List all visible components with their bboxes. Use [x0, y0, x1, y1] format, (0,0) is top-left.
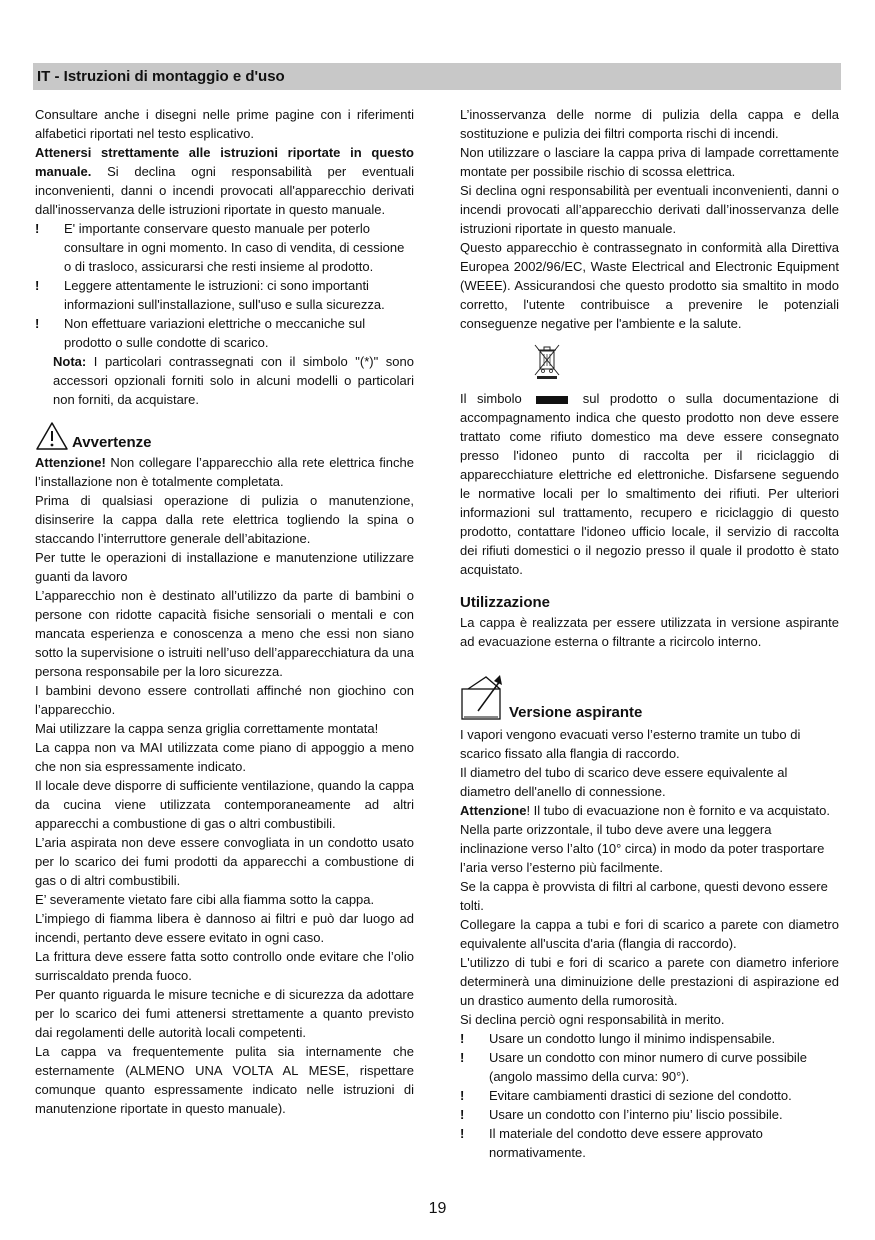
intro-paragraph: Consultare anche i disegni nelle prime pagine con i riferimenti alfabetici riportati nel testo esplicativo.: [35, 107, 414, 141]
paragraph: Per quanto riguarda le misure tecniche e di sicurezza da adottare per lo scarico dei fumi attenersi strettamente a quanto previsto dai regolamenti delle autorità locali competenti.: [35, 987, 414, 1040]
paragraph: Questo apparecchio è contrassegnato in conformità alla Direttiva Europea 2002/96/EC, Waste Electrical and Electronic Equipment (WEEE). Assicurandosi che questo prodotto sia smaltito in modo corretto, l'utente contribuisce a prevenire le potenziali conseguenze negative per l'ambiente e la salute.: [460, 240, 839, 331]
versione-title: Versione aspirante: [509, 704, 643, 721]
bullet-text: Usare un condotto con minor numero di curve possibile (angolo massimo della curva: 90°).: [489, 1050, 807, 1084]
utilizzazione-title: Utilizzazione: [460, 594, 551, 611]
paragraph: I vapori vengono evacuati verso l’esterno tramite un tubo di scarico fissato alla flangia di raccordo.: [460, 727, 801, 761]
bullet-text: Leggere attentamente le istruzioni: ci sono importanti informazioni sull'installazione, sull'uso e sulla sicurezza.: [64, 278, 385, 312]
nota-paragraph: [35, 352, 414, 409]
weee-symbol: [460, 339, 839, 389]
simbolo-paragraph: [460, 389, 839, 579]
paragraph: Mai utilizzare la cappa senza griglia correttamente montata!: [35, 721, 379, 736]
warning-triangle-icon: [35, 421, 69, 451]
paragraph: L’aria aspirata non deve essere convogliata in un condotto usato per lo scarico dei fumi prodotti da apparecchi a combustione di gas o di altri combustibili.: [35, 835, 414, 888]
paragraph: Il locale deve disporre di sufficiente ventilazione, quando la cappa da cucina viene utilizzata contemporaneamente ad altri apparecchi a combustione di gas o altri combustibili.: [35, 778, 414, 831]
paragraph: La cappa va frequentemente pulita sia internamente che esternamente (ALMENO UNA VOLTA AL MESE, rispettare comunque quanto espressamente indicato nelle istruzioni di manutenzione riportate in questo manuale).: [35, 1044, 414, 1116]
attenzione-paragraph: [460, 801, 839, 820]
paragraph: L’inosservanza delle norme di pulizia della cappa e della sostituzione e pulizia dei filtri comporta rischi di incendi.: [460, 107, 839, 141]
exclamation-icon: !: [460, 1088, 465, 1103]
attenersi-paragraph: [35, 143, 414, 219]
paragraph: Prima di qualsiasi operazione di pulizia o manutenzione, disinserire la cappa dalla rete elettrica togliendo la spina o staccando l’interruttore generale dell’abitazione.: [35, 493, 414, 546]
attenzione-label: Attenzione: [460, 803, 527, 818]
paragraph: Collegare la cappa a tubi e fori di scarico a parete con diametro equivalente all'uscita d'aria (flangia di raccordo).: [460, 917, 839, 951]
bullet-text: Non effettuare variazioni elettriche o meccaniche sul prodotto o sulle condotte di scarico.: [64, 316, 366, 350]
utilizzazione-text: La cappa è realizzata per essere utilizzata in versione aspirante ad evacuazione esterna o filtrante a ricircolo interno.: [460, 615, 839, 649]
paragraph: L’impiego di fiamma libera è dannoso ai filtri e può dar luogo ad incendi, pertanto deve essere evitato in ogni caso.: [35, 911, 414, 945]
exclamation-icon: !: [460, 1107, 465, 1122]
list-item: [35, 314, 414, 352]
exclamation-icon: !: [460, 1126, 465, 1141]
avvertenze-heading: [35, 421, 414, 453]
exclamation-icon: !: [460, 1031, 465, 1046]
nota-text: I particolari contrassegnati con il simbolo "(*)" sono accessori opzionali forniti solo in alcuni modelli o particolari non forniti, da acquistare.: [53, 354, 414, 407]
paragraph: I bambini devono essere controllati affinché non giochino con l’apparecchio.: [35, 683, 414, 717]
simbolo-start: Il simbolo: [460, 391, 522, 406]
exclamation-icon: !: [35, 221, 40, 236]
section-title-bar: [33, 63, 841, 90]
right-column: [460, 105, 839, 1162]
attenersi-bold: Attenersi strettamente alle istruzioni riportate in questo manuale.: [35, 145, 414, 179]
paragraph: Si declina ogni responsabilità per eventuali inconvenienti, danni o incendi provocati all’apparecchio derivati dall’inosservanza delle istruzioni riportate in questo manuale.: [460, 183, 839, 236]
paragraph: La cappa non va MAI utilizzata come piano di appoggio a meno che non sia espressamente indicato.: [35, 740, 414, 774]
attenzione-text: Non collegare l’apparecchio alla rete elettrica finche l’installazione non è totalmente completata.: [35, 455, 414, 489]
ducted-hood-icon: [460, 671, 506, 723]
nota-label: Nota:: [53, 354, 87, 369]
list-item: [460, 1124, 839, 1162]
paragraph: Se la cappa è provvista di filtri al carbone, questi devono essere tolti.: [460, 879, 828, 913]
list-item: [460, 1105, 839, 1124]
crossed-bin-icon: [532, 342, 562, 380]
attenzione-text: ! Il tubo di evacuazione non è fornito e va acquistato.: [526, 803, 830, 818]
left-column: [35, 105, 414, 1118]
list-item: [35, 276, 414, 314]
paragraph: E’ severamente vietato fare cibi alla fiamma sotto la cappa.: [35, 892, 375, 907]
simbolo-text: sul prodotto o sulla documentazione di accompagnamento indica che questo prodotto non deve essere trattato come rifiuto domestico ma deve essere consegnato presso l'idoneo punto di raccolta per il riciclaggio di apparecchiature elettriche ed elettroniche. Disfarsene seguendo le normative locali per lo smaltimento dei rifiuti. Per ulteriori informazioni sul trattamento, recupero e riciclaggio di questo prodotto, contattare l'idoneo ufficio locale, il servizio di raccolta dei rifiuti domestici o il negozio presso il quale il prodotto è stato acquistato.: [460, 391, 839, 577]
black-bar-symbol: [536, 396, 568, 404]
paragraph: Nella parte orizzontale, il tubo deve avere una leggera inclinazione verso l’alto (10° circa) in modo da poter trasportare l’aria verso l’esterno più facilmente.: [460, 822, 825, 875]
paragraph: Il diametro del tubo di scarico deve essere equivalente al diametro dell'anello di connessione.: [460, 765, 788, 799]
attenersi-text: Si declina ogni responsabilità per eventuali inconvenienti, danni o incendi provocati all'apparecchio derivati dall'inosservanza delle istruzioni riportate in questo manuale.: [35, 164, 414, 217]
avvertenze-title: Avvertenze: [72, 434, 152, 451]
bullet-text: E' importante conservare questo manuale per poterlo consultare in ogni momento. In caso di vendita, di cessione o di trasloco, assicurarsi che resti insieme al prodotto.: [64, 221, 405, 274]
exclamation-icon: !: [460, 1050, 465, 1065]
bullet-text: Il materiale del condotto deve essere approvato normativamente.: [489, 1126, 763, 1160]
paragraph: Per tutte le operazioni di installazione e manutenzione utilizzare guanti da lavoro: [35, 550, 414, 584]
list-item: [460, 1086, 839, 1105]
paragraph: Non utilizzare o lasciare la cappa priva di lampade correttamente montate per possibile rischio di scossa elettrica.: [460, 145, 839, 179]
attenzione-paragraph: [35, 453, 414, 491]
bullet-text: Usare un condotto con l’interno piu’ liscio possibile.: [489, 1107, 783, 1122]
versione-heading: [460, 671, 839, 725]
list-item: [35, 219, 414, 276]
bullet-text: Evitare cambiamenti drastici di sezione del condotto.: [489, 1088, 792, 1103]
list-item: [460, 1029, 839, 1048]
attenzione-label: Attenzione!: [35, 455, 106, 470]
list-item: [460, 1048, 839, 1086]
bullet-text: Usare un condotto lungo il minimo indispensabile.: [489, 1031, 776, 1046]
section-title: IT - Istruzioni di montaggio e d'uso: [37, 68, 285, 85]
paragraph: Si declina perciò ogni responsabilità in merito.: [460, 1012, 725, 1027]
paragraph: La frittura deve essere fatta sotto controllo onde evitare che l’olio surriscaldato prenda fuoco.: [35, 949, 414, 983]
paragraph: L'utilizzo di tubi e fori di scarico a parete con diametro inferiore determinerà una diminuizione delle prestazioni di aspirazione ed un drastico aumento della rumorosità.: [460, 955, 839, 1008]
paragraph: L’apparecchio non è destinato all’utilizzo da parte di bambini o persone con ridotte capacità fisiche sensoriali o mentali e con mancata esperienza e conoscenza a meno che essi non siano sotto la supervisione o istruiti nell’uso dell’apparecchiatura da una persona responsabile per la loro sicurezza.: [35, 588, 414, 679]
exclamation-icon: !: [35, 316, 40, 331]
page-number: 19: [428, 1200, 447, 1217]
exclamation-icon: !: [35, 278, 40, 293]
